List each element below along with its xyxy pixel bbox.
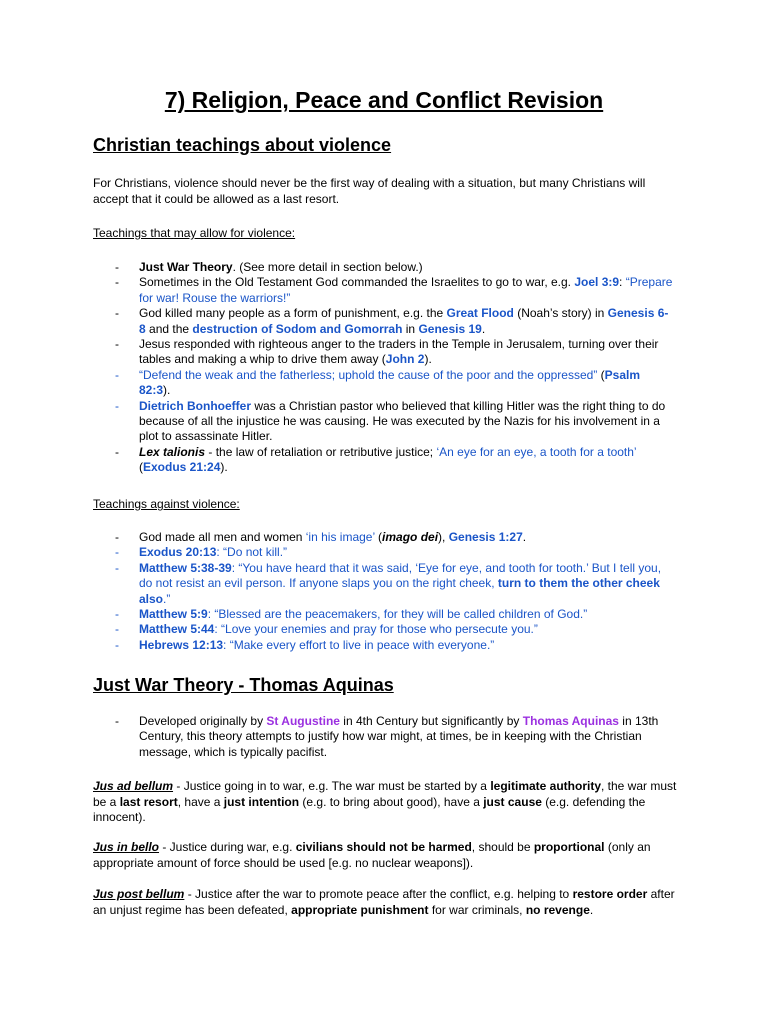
section-heading-christian-teachings: Christian teachings about violence xyxy=(93,135,392,155)
list-item: - Lex talionis - the law of retaliation or retributive justice; ‘An eye for an eye, a tooth for a tooth’ (Exodus 21:24). xyxy=(115,444,637,475)
intro-paragraph: For Christians, violence should never be the first way of dealing with a situation, but many Christians will accept that it could be allowed as a last resort. xyxy=(93,176,646,206)
list-item: - Hebrews 12:13: “Make every effort to live in peace with everyone.” xyxy=(115,637,495,652)
list-item: - God killed many people as a form of punishment, e.g. the Great Flood (Noah’s story) in Genesis 6-8 and the destruction of Sodom and Gomorrah in Genesis 19. xyxy=(115,306,669,336)
list-item: - Exodus 20:13: “Do not kill.” xyxy=(115,545,288,560)
list-allow-violence xyxy=(0,260,674,476)
list-item: - Sometimes in the Old Testament God commanded the Israelites to go to war, e.g. Joel 3:9: “Prepare for war! Rouse the warriors!” xyxy=(115,275,673,305)
list-item: - Matthew 5:9: “Blessed are the peacemakers, for they will be called children of God.” xyxy=(115,607,588,622)
list-just-war-origin xyxy=(0,714,674,760)
subheading-against-violence: Teachings against violence: xyxy=(93,497,240,511)
list-item: - Jesus responded with righteous anger to the traders in the Temple in Jerusalem, turning over their tables and making a whip to drive them away (John 2). xyxy=(115,337,659,367)
list-item: - God made all men and women ‘in his image’ (imago dei), Genesis 1:27. xyxy=(115,530,527,544)
paragraph-jus-in-bello: Jus in bello - Justice during war, e.g. civilians should not be harmed, should be proportional (only an appropriate amount of force should be used [e.g. no nuclear weapons]). xyxy=(93,840,651,870)
paragraph-jus-post-bellum: Jus post bellum - Justice after the war to promote peace after the conflict, e.g. helping to restore order after an unjust regime has been defeated, appropriate punishment for war criminals, no revenge. xyxy=(93,887,675,917)
list-item: - Matthew 5:38-39: “You have heard that it was said, ‘Eye for eye, and tooth for tooth.’ But I tell you, do not resist an evil person. If anyone slaps you on the right cheek, turn to them the other cheek also.” xyxy=(115,560,662,606)
list-item: - Matthew 5:44: “Love your enemies and pray for those who persecute you.” xyxy=(115,622,538,637)
paragraph-jus-ad-bellum: Jus ad bellum - Justice going in to war, e.g. The war must be started by a legitimate authority, the war must be a last resort, have a just intention (e.g. to bring about good), have a just cause (e.g. defending the innocent). xyxy=(93,779,677,824)
list-item: - Developed originally by St Augustine in 4th Century but significantly by Thomas Aquinas in 13th Century, this theory attempts to justify how war might, at times, be in keeping with the Christian message, which is typically pacifist. xyxy=(115,714,659,759)
section-heading-just-war-theory: Just War Theory - Thomas Aquinas xyxy=(93,675,394,695)
list-against-violence xyxy=(0,530,674,653)
subheading-allow-violence: Teachings that may allow for violence: xyxy=(93,226,296,240)
list-item: - Just War Theory. (See more detail in section below.) xyxy=(115,260,423,274)
list-item: - Dietrich Bonhoeffer was a Christian pastor who believed that killing Hitler was the right thing to do because of all the injustice he was causing. He was executed by the Nazis for his involvement in a plot to assassinate Hitler. xyxy=(115,398,666,444)
list-item: - “Defend the weak and the fatherless; uphold the cause of the poor and the oppressed” (Psalm 82:3). xyxy=(115,367,641,398)
page-title: 7) Religion, Peace and Conflict Revision xyxy=(164,87,604,113)
